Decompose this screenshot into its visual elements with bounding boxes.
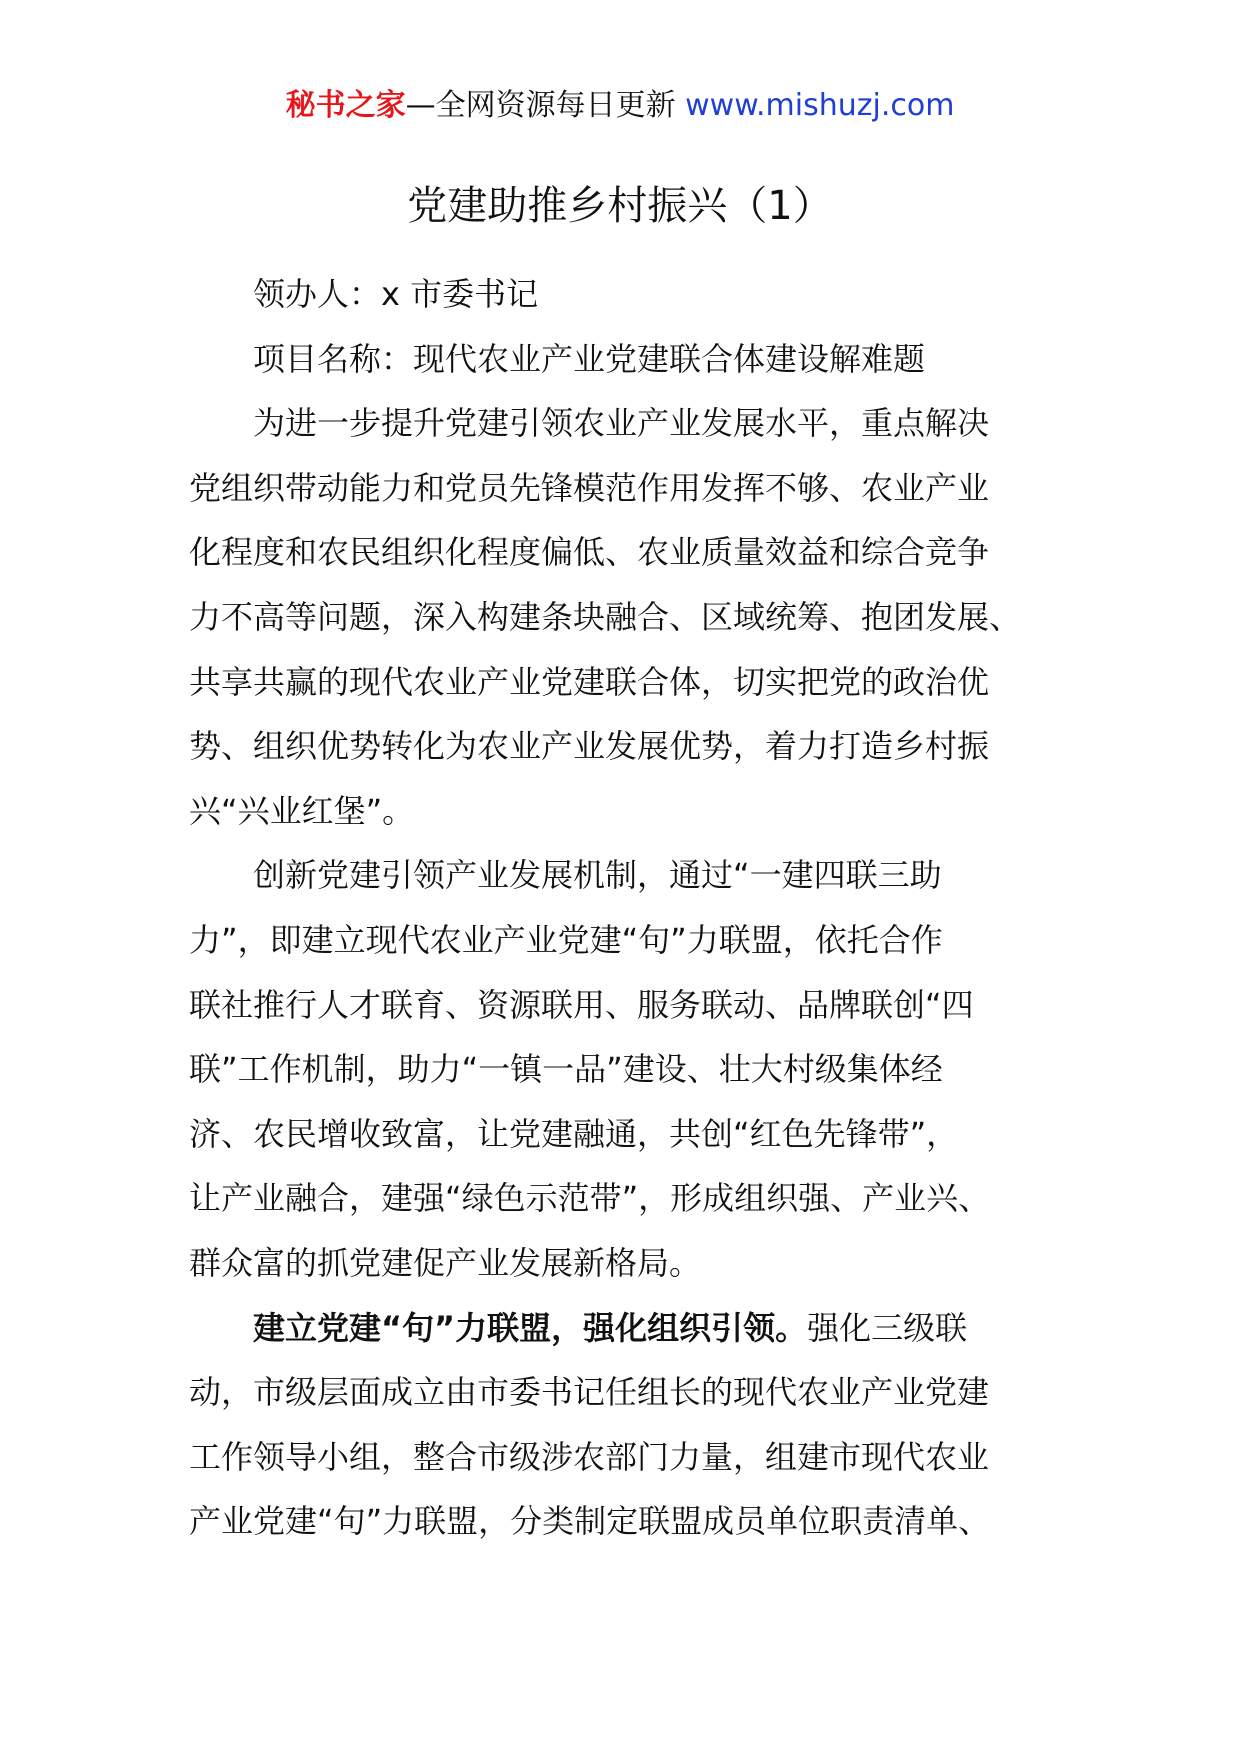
text-line: 联社推行人才联育、资源联用、服务联动、品牌联创“四 <box>189 985 974 1024</box>
leader-line: 领办人：x 市委书记 <box>253 275 539 313</box>
text-line: 为进一步提升党建引领农业产业发展水平，重点解决 <box>253 404 990 443</box>
text-line: 济、农民增收致富，让党建融通，共创“红色先锋带”， <box>189 1114 959 1153</box>
text-line: 群众富的抓党建促产业发展新格局。 <box>189 1243 702 1282</box>
text-line: 化程度和农民组织化程度偏低、农业质量效益和综合竞争 <box>189 533 990 572</box>
text-line: 力不高等问题，深入构建条块融合、区域统筹、抱团发展、 <box>189 597 1022 636</box>
section-heading: 建立党建“句”力联盟，强化组织引领。 <box>253 1308 808 1347</box>
text-line: 产业党建“句”力联盟，分类制定联盟成员单位职责清单、 <box>189 1502 991 1541</box>
text-line: 联”工作机制，助力“一镇一品”建设、壮大村级集体经 <box>189 1050 943 1089</box>
text-line: 力”，即建立现代农业产业党建“句”力联盟，依托合作 <box>189 920 943 959</box>
text-line: 势、组织优势转化为农业产业发展优势，着力打造乡村振 <box>189 727 990 766</box>
text-line: 动，市级层面成立由市委书记任组长的现代农业产业党建 <box>189 1373 990 1412</box>
text-line: 共享共赢的现代农业产业党建联合体，切实把党的政治优 <box>189 662 990 701</box>
text-line: 让产业融合，建强“绿色示范带”，形成组织强、产业兴、 <box>189 1179 991 1218</box>
text-line <box>253 1309 967 1347</box>
site-banner <box>0 86 1240 126</box>
text-line: 创新党建引领产业发展机制，通过“一建四联三助 <box>253 856 942 895</box>
heading-continuation: 强化三级联 <box>807 1308 968 1347</box>
text-line: 党组织带动能力和党员先锋模范作用发挥不够、农业产业 <box>189 468 990 507</box>
paragraph-intro <box>189 391 1039 843</box>
document-body <box>189 262 1039 1554</box>
text-line: 兴“兴业红堡”。 <box>189 791 415 830</box>
paragraph-alliance <box>189 1296 1039 1554</box>
site-brand: 秘书之家 <box>285 88 406 123</box>
text-line: 工作领导小组，整合市级涉农部门力量，组建市现代农业 <box>189 1437 990 1476</box>
site-url-link[interactable]: www.mishuzj.com <box>685 88 955 123</box>
project-line: 项目名称：现代农业产业党建联合体建设解难题 <box>253 339 926 378</box>
document-title: 党建助推乡村振兴（1） <box>407 183 833 229</box>
paragraph-mechanism <box>189 843 1039 1295</box>
site-slogan: —全网资源每日更新 <box>405 88 686 123</box>
